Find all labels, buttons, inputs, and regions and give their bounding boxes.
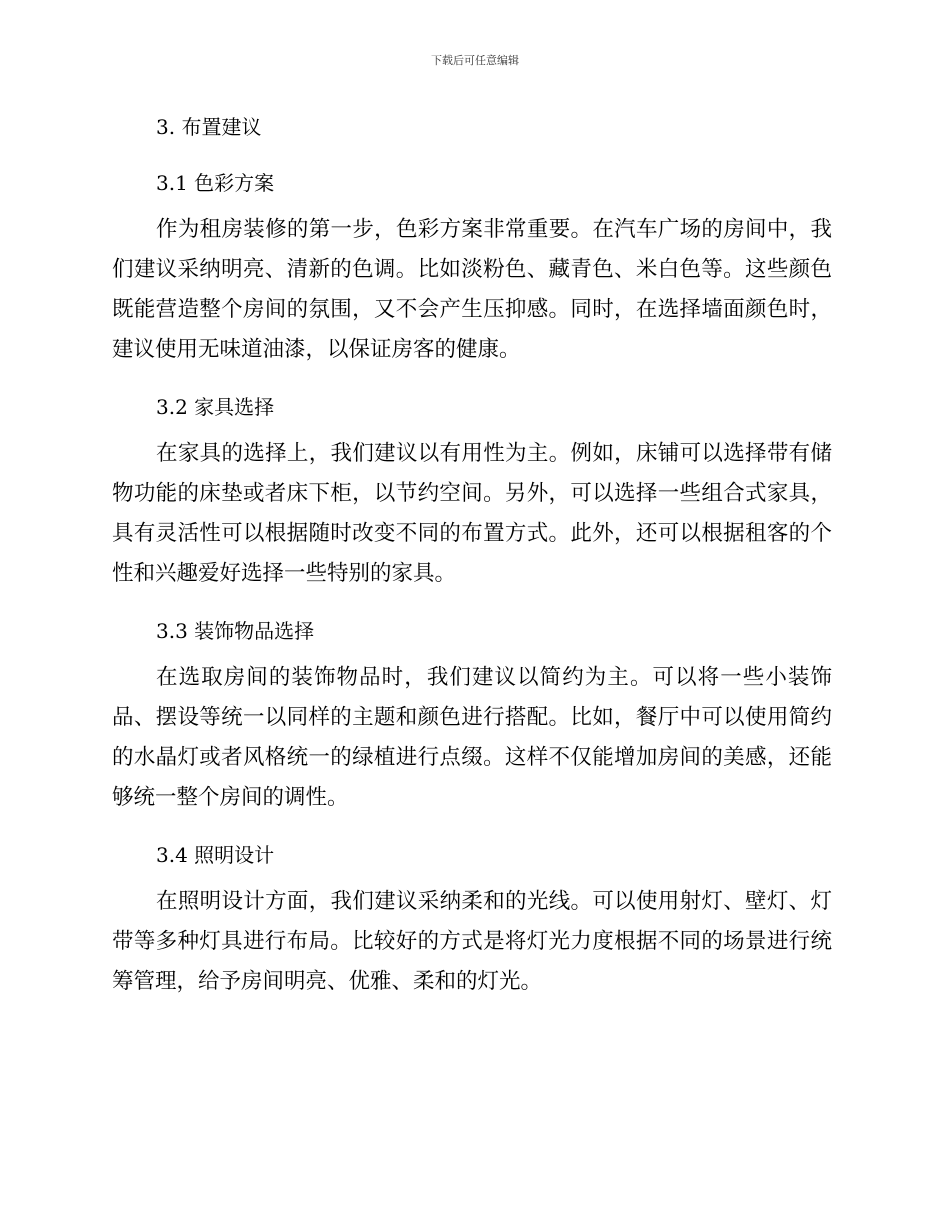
subsection-title-decor: 3.3 装饰物品选择 bbox=[156, 619, 315, 643]
paragraph-decor: 在选取房间的装饰物品时，我们建议以简约为主。可以将一些小装饰品、摆设等统一以同样的主题和颜色进行搭配。比如，餐厅中可以使用简约的水晶灯或者风格统一的绿植进行点缀。这样不仅能增加房间的美感，还能够统一整个房间的调性。 bbox=[112, 665, 832, 810]
paragraph-lighting: 在照明设计方面，我们建议采纳柔和的光线。可以使用射灯、壁灯、灯带等多种灯具进行布局。比较好的方式是将灯光力度根据不同的场景进行统筹管理，给予房间明亮、优雅、柔和的灯光。 bbox=[112, 889, 832, 994]
paragraph-color-scheme: 作为租房装修的第一步，色彩方案非常重要。在汽车广场的房间中，我们建议采纳明亮、清新的色调。比如淡粉色、藏青色、米白色等。这些颜色既能营造整个房间的氛围，又不会产生压抑感。同时，在选择墙面颜色时，建议使用无味道油漆，以保证房客的健康。 bbox=[112, 217, 832, 362]
subsection-title-lighting: 3.4 照明设计 bbox=[156, 843, 275, 867]
paragraph-furniture: 在家具的选择上，我们建议以有用性为主。例如，床铺可以选择带有储物功能的床垫或者床下柜，以节约空间。另外，可以选择一些组合式家具，具有灵活性可以根据随时改变不同的布置方式。此外，还可以根据租客的个性和兴趣爱好选择一些特别的家具。 bbox=[112, 441, 832, 586]
section-title: 3. 布置建议 bbox=[156, 115, 262, 139]
document-body bbox=[112, 112, 832, 1024]
subsection-title-color-scheme: 3.1 色彩方案 bbox=[156, 171, 275, 195]
subsection-title-furniture: 3.2 家具选择 bbox=[156, 395, 275, 419]
page-header-note: 下载后可任意编辑 bbox=[431, 54, 519, 67]
